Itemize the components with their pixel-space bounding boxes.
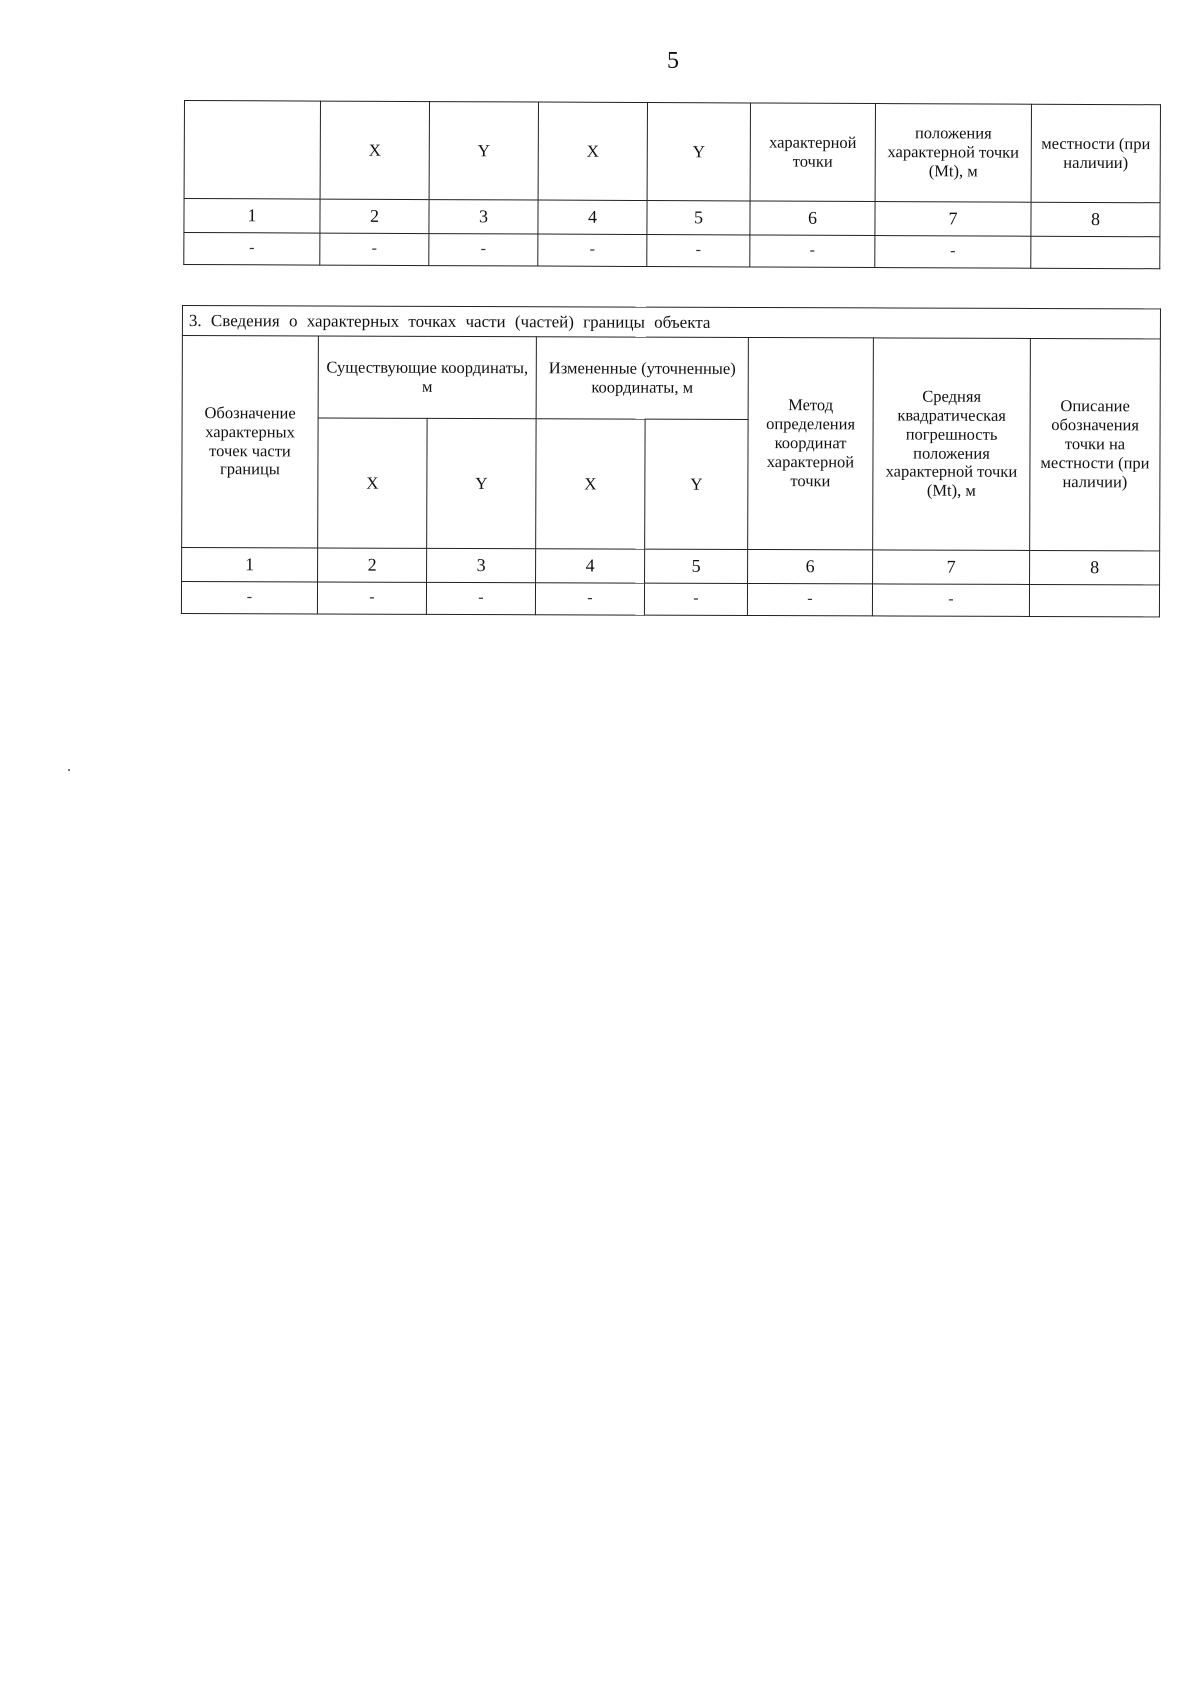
table-cell: - <box>426 582 535 614</box>
table-cell: - <box>320 233 429 265</box>
header-cell-x-changed: X <box>538 102 647 200</box>
column-number: 3 <box>427 548 536 582</box>
table-cell <box>1029 584 1159 616</box>
coordinates-table-continued <box>183 100 1161 269</box>
header-cell-error: Средняя квадратическая погрешность положения характерной точки (Mt), м <box>873 338 1031 551</box>
table-row <box>181 582 1159 617</box>
header-cell-description: Описание обозначения точки на местности (при наличии) <box>1030 338 1161 550</box>
section-title-row <box>182 306 1160 339</box>
column-number: 6 <box>748 549 873 583</box>
page-number: 5 <box>667 48 679 74</box>
table-cell: - <box>644 583 747 615</box>
table-cell: - <box>317 582 426 614</box>
header-cell-method: Метод определения координат характерной точки <box>748 337 874 549</box>
scan-speck <box>68 769 70 771</box>
header-cell-x-existing: X <box>320 101 429 199</box>
column-number: 7 <box>873 550 1030 585</box>
header-cell-designation <box>184 101 320 200</box>
column-numbers-row <box>184 199 1160 237</box>
header-cell-description: местности (при наличии) <box>1031 104 1160 203</box>
table-cell: - <box>429 234 538 266</box>
header-cell-x-changed: X <box>536 419 645 549</box>
column-number: 4 <box>538 200 647 234</box>
header-cell-x-existing: X <box>318 418 427 548</box>
table-cell: - <box>181 582 317 614</box>
header-cell-y-existing: Y <box>427 418 536 548</box>
header-cell-y-changed: Y <box>645 419 748 549</box>
column-number: 3 <box>429 200 538 234</box>
table-cell: - <box>750 235 875 268</box>
column-number: 2 <box>318 548 427 582</box>
header-row <box>184 101 1160 203</box>
column-number: 5 <box>647 201 750 235</box>
table-cell: - <box>872 584 1029 617</box>
section3-boundary-part-points-table <box>181 305 1161 617</box>
column-number: 1 <box>184 199 320 234</box>
header-cell-changed-coordinates: Измененные (уточненные) координаты, м <box>536 337 748 420</box>
table-row <box>184 233 1160 269</box>
header-cell-y-existing: Y <box>429 102 538 200</box>
table-cell <box>1031 236 1160 269</box>
column-number: 4 <box>536 549 645 583</box>
table-cell: - <box>184 233 320 266</box>
column-number: 1 <box>182 548 318 582</box>
header-cell-error: положения характерной точки (Mt), м <box>875 104 1031 203</box>
column-number: 5 <box>645 549 748 583</box>
table-cell: - <box>647 235 750 267</box>
column-number: 2 <box>320 199 429 233</box>
table-cell: - <box>875 236 1031 269</box>
column-number: 7 <box>875 202 1031 237</box>
column-number: 6 <box>750 201 875 236</box>
table-cell: - <box>747 583 872 615</box>
table-cell: - <box>538 234 647 266</box>
header-cell-existing-coordinates: Существующие координаты, м <box>318 336 536 419</box>
table-cell: - <box>535 583 644 615</box>
column-number: 8 <box>1030 550 1160 584</box>
header-cell-y-changed: Y <box>647 103 750 201</box>
header-cell-designation: Обозначение характерных точек части границы <box>182 336 319 548</box>
header-cell-method: характерной точки <box>750 103 875 202</box>
header-row-group <box>182 336 1160 421</box>
column-numbers-row <box>182 548 1160 585</box>
section-title: 3. Сведения о характерных точках части (частей) границы объекта <box>182 306 1160 339</box>
column-number: 8 <box>1031 202 1160 237</box>
